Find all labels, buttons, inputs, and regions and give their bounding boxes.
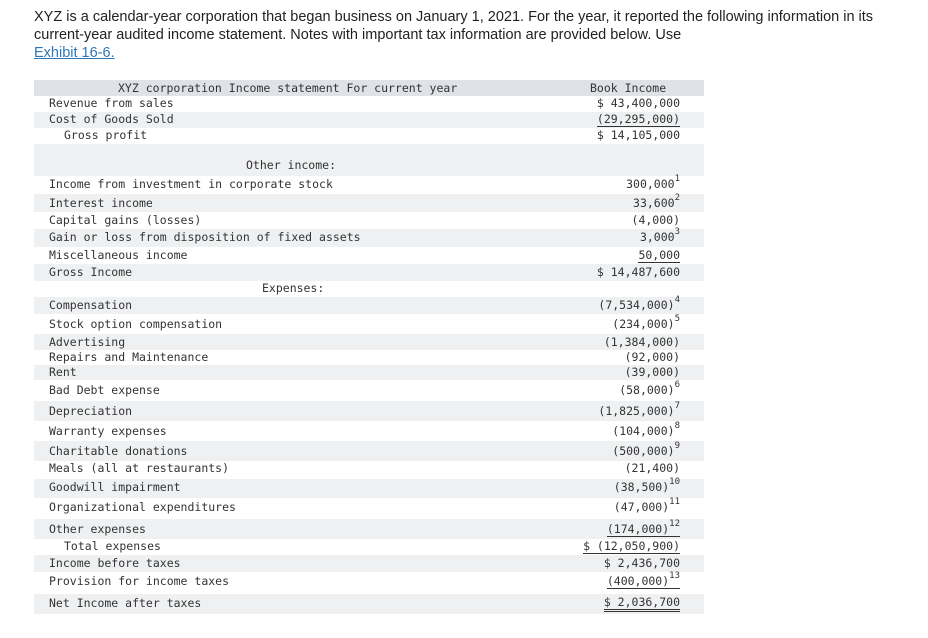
row-label: Miscellaneous income [49,248,188,262]
row-label: Other expenses [49,522,146,536]
table-row [34,128,704,144]
income-statement-table [34,80,704,620]
row-label: Gross profit [64,128,148,142]
expenses-heading: Expenses: [262,281,325,295]
row-label: Warranty expenses [49,424,167,438]
row-value: $ 2,036,700 [604,595,680,612]
row-label: Stock option compensation [49,317,223,331]
book-income-header: Book Income [590,81,667,95]
table-row [34,380,704,401]
row-label: Compensation [49,298,133,312]
row-value: $(38,500)^{10}$ [613,477,680,494]
row-label: Provision for income taxes [49,574,230,588]
table-row [34,350,704,365]
table-row [34,194,704,212]
table-row [34,264,704,281]
row-label: Cost of Goods Sold [49,112,174,126]
table-row [34,315,704,334]
row-label: Income from investment in corporate stock [49,177,333,191]
row-label: Income before taxes [49,556,181,570]
row-value: $ (12,050,900) [583,539,680,553]
table-row [34,479,704,498]
row-label: Organizational expenditures [49,500,236,514]
row-value: (92,000) [624,350,680,364]
table-row [34,594,704,614]
table-header-row [34,80,704,96]
row-value: 50,000 [638,248,680,262]
table-row [34,296,704,315]
row-value: $ 43,400,000 [596,96,680,110]
row-label: Rent [49,365,77,379]
row-label: Revenue from sales [49,96,174,110]
row-value: $(104,000)^8$ [612,421,680,438]
exhibit-link[interactable]: Exhibit 16-6. [34,45,115,61]
row-value: $(7,534,000)^4$ [598,295,680,312]
table-row [34,539,704,555]
row-value: 33,600$^2$ [633,193,680,210]
row-label: Gain or loss from disposition of fixed assets [49,230,361,244]
table-row [34,555,704,572]
row-value: (39,000) [624,365,680,379]
row-label: Charitable donations [49,444,188,458]
table-row [34,498,704,519]
table-row [34,112,704,128]
table-row [34,334,704,350]
other-income-heading: Other income: [246,158,337,172]
row-label: Repairs and Maintenance [49,350,209,364]
row-value: (4,000) [631,213,680,227]
row-value: $(400,000)^{13}$ [606,571,680,588]
row-label: Total expenses [64,539,161,553]
row-value: (21,400) [624,461,680,475]
table-row [34,229,704,247]
row-value: $(174,000)^{12}$ [606,519,680,536]
row-value: 3,000$^3$ [639,227,680,244]
table-row [34,519,704,539]
table-row [34,421,704,441]
spacer-row [34,144,704,158]
row-value: $ 14,487,600 [596,265,680,279]
table-row [34,247,704,264]
table-title: XYZ corporation Income statement For current year [118,81,458,95]
row-label: Bad Debt expense [49,383,160,397]
row-label: Advertising [49,335,126,349]
row-value: $(500,000)^9$ [612,441,680,458]
row-label: Gross Income [49,265,133,279]
intro-text: XYZ is a calendar-year corporation that began business on January 1, 2021. For the year, it reported the following information in its current-year audited income statement. Notes with important tax information are provided below. Use [34,9,874,43]
row-label: Interest income [49,196,153,210]
table-row [34,441,704,461]
row-value: (29,295,000) [596,112,680,126]
other-income-heading-row [34,158,704,176]
table-row [34,212,704,229]
table-row [34,96,704,112]
row-label: Depreciation [49,404,133,418]
row-value: $(234,000)^5$ [612,314,680,331]
row-label: Meals (all at restaurants) [49,461,230,475]
row-value: $(58,000)^6$ [619,380,680,397]
table-row [34,365,704,380]
table-row [34,176,704,194]
row-value: 300,000$^1$ [626,174,680,191]
row-value: $ 2,436,700 [603,556,680,570]
table-row [34,572,704,594]
table-row [34,461,704,479]
row-label: Capital gains (losses) [49,213,202,227]
row-label: Net Income after taxes [49,596,202,610]
table-row [34,401,704,421]
row-value: $(1,825,000)^7$ [598,401,680,418]
row-label: Goodwill impairment [49,480,181,494]
row-value: $ 14,105,000 [596,128,680,142]
expenses-heading-row [34,281,704,297]
row-value: (1,384,000) [603,335,680,349]
row-value: $(47,000)^{11}$ [613,497,680,514]
intro-paragraph [34,8,904,62]
